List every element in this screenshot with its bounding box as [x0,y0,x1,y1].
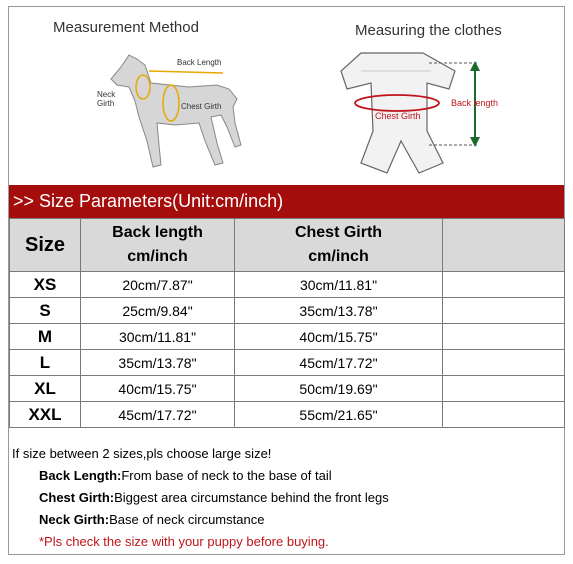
clothes-illustration [331,41,521,181]
table-row [10,298,565,324]
back-length-cell: 20cm/7.87" [81,272,235,298]
size-table [9,218,565,428]
back-length-note: Back Length:From base of neck to the base of tail [39,468,332,483]
dog-illustration [99,45,249,175]
back-length-cell: 25cm/9.84" [81,298,235,324]
chest-girth-label: Chest Girth [181,102,222,111]
clothes-chest-girth-label: Chest Girth [375,111,421,121]
table-row [10,376,565,402]
back-length-cell: 35cm/13.78" [81,350,235,376]
empty-cell [443,350,565,376]
size-chart [8,6,565,555]
size-cell: XS [10,272,81,298]
chest-girth-cell: 40cm/15.75" [235,324,443,350]
illustration-area [9,7,564,185]
size-cell: M [10,324,81,350]
table-row [10,402,565,428]
check-size-warning: *Pls check the size with your puppy before buying. [39,534,329,549]
chest-girth-cell: 50cm/19.69" [235,376,443,402]
back-length-label: Back Length [177,58,222,67]
empty-cell [443,298,565,324]
clothes-back-length-label: Back length [451,98,499,108]
back-length-cell: 45cm/17.72" [81,402,235,428]
chest-girth-cell: 55cm/21.65" [235,402,443,428]
neck-girth-note: Neck Girth:Base of neck circumstance [39,512,265,527]
header-empty [443,219,565,272]
header-back-length: Back length cm/inch [81,219,235,272]
size-cell: XL [10,376,81,402]
table-row [10,350,565,376]
back-length-cell: 40cm/15.75" [81,376,235,402]
size-cell: XXL [10,402,81,428]
header-size: Size [10,219,81,272]
back-length-line [149,71,223,73]
back-length-cell: 30cm/11.81" [81,324,235,350]
empty-cell [443,376,565,402]
table-row [10,324,565,350]
table-header-row [10,219,565,272]
table-row [10,272,565,298]
chest-girth-cell: 45cm/17.72" [235,350,443,376]
choose-size-note: If size between 2 sizes,pls choose large size! [12,446,272,461]
header-chest-girth: Chest Girth cm/inch [235,219,443,272]
measurement-method-title: Measurement Method [53,19,199,36]
size-parameters-banner: >> Size Parameters(Unit:cm/inch) [9,185,564,218]
chest-girth-cell: 35cm/13.78" [235,298,443,324]
chest-girth-note: Chest Girth:Biggest area circumstance behind the front legs [39,490,389,505]
empty-cell [443,272,565,298]
chest-girth-cell: 30cm/11.81" [235,272,443,298]
neck-girth-label: Neck Girth [97,90,116,108]
empty-cell [443,324,565,350]
measuring-clothes-title: Measuring the clothes [355,22,502,39]
size-cell: L [10,350,81,376]
empty-cell [443,402,565,428]
size-cell: S [10,298,81,324]
